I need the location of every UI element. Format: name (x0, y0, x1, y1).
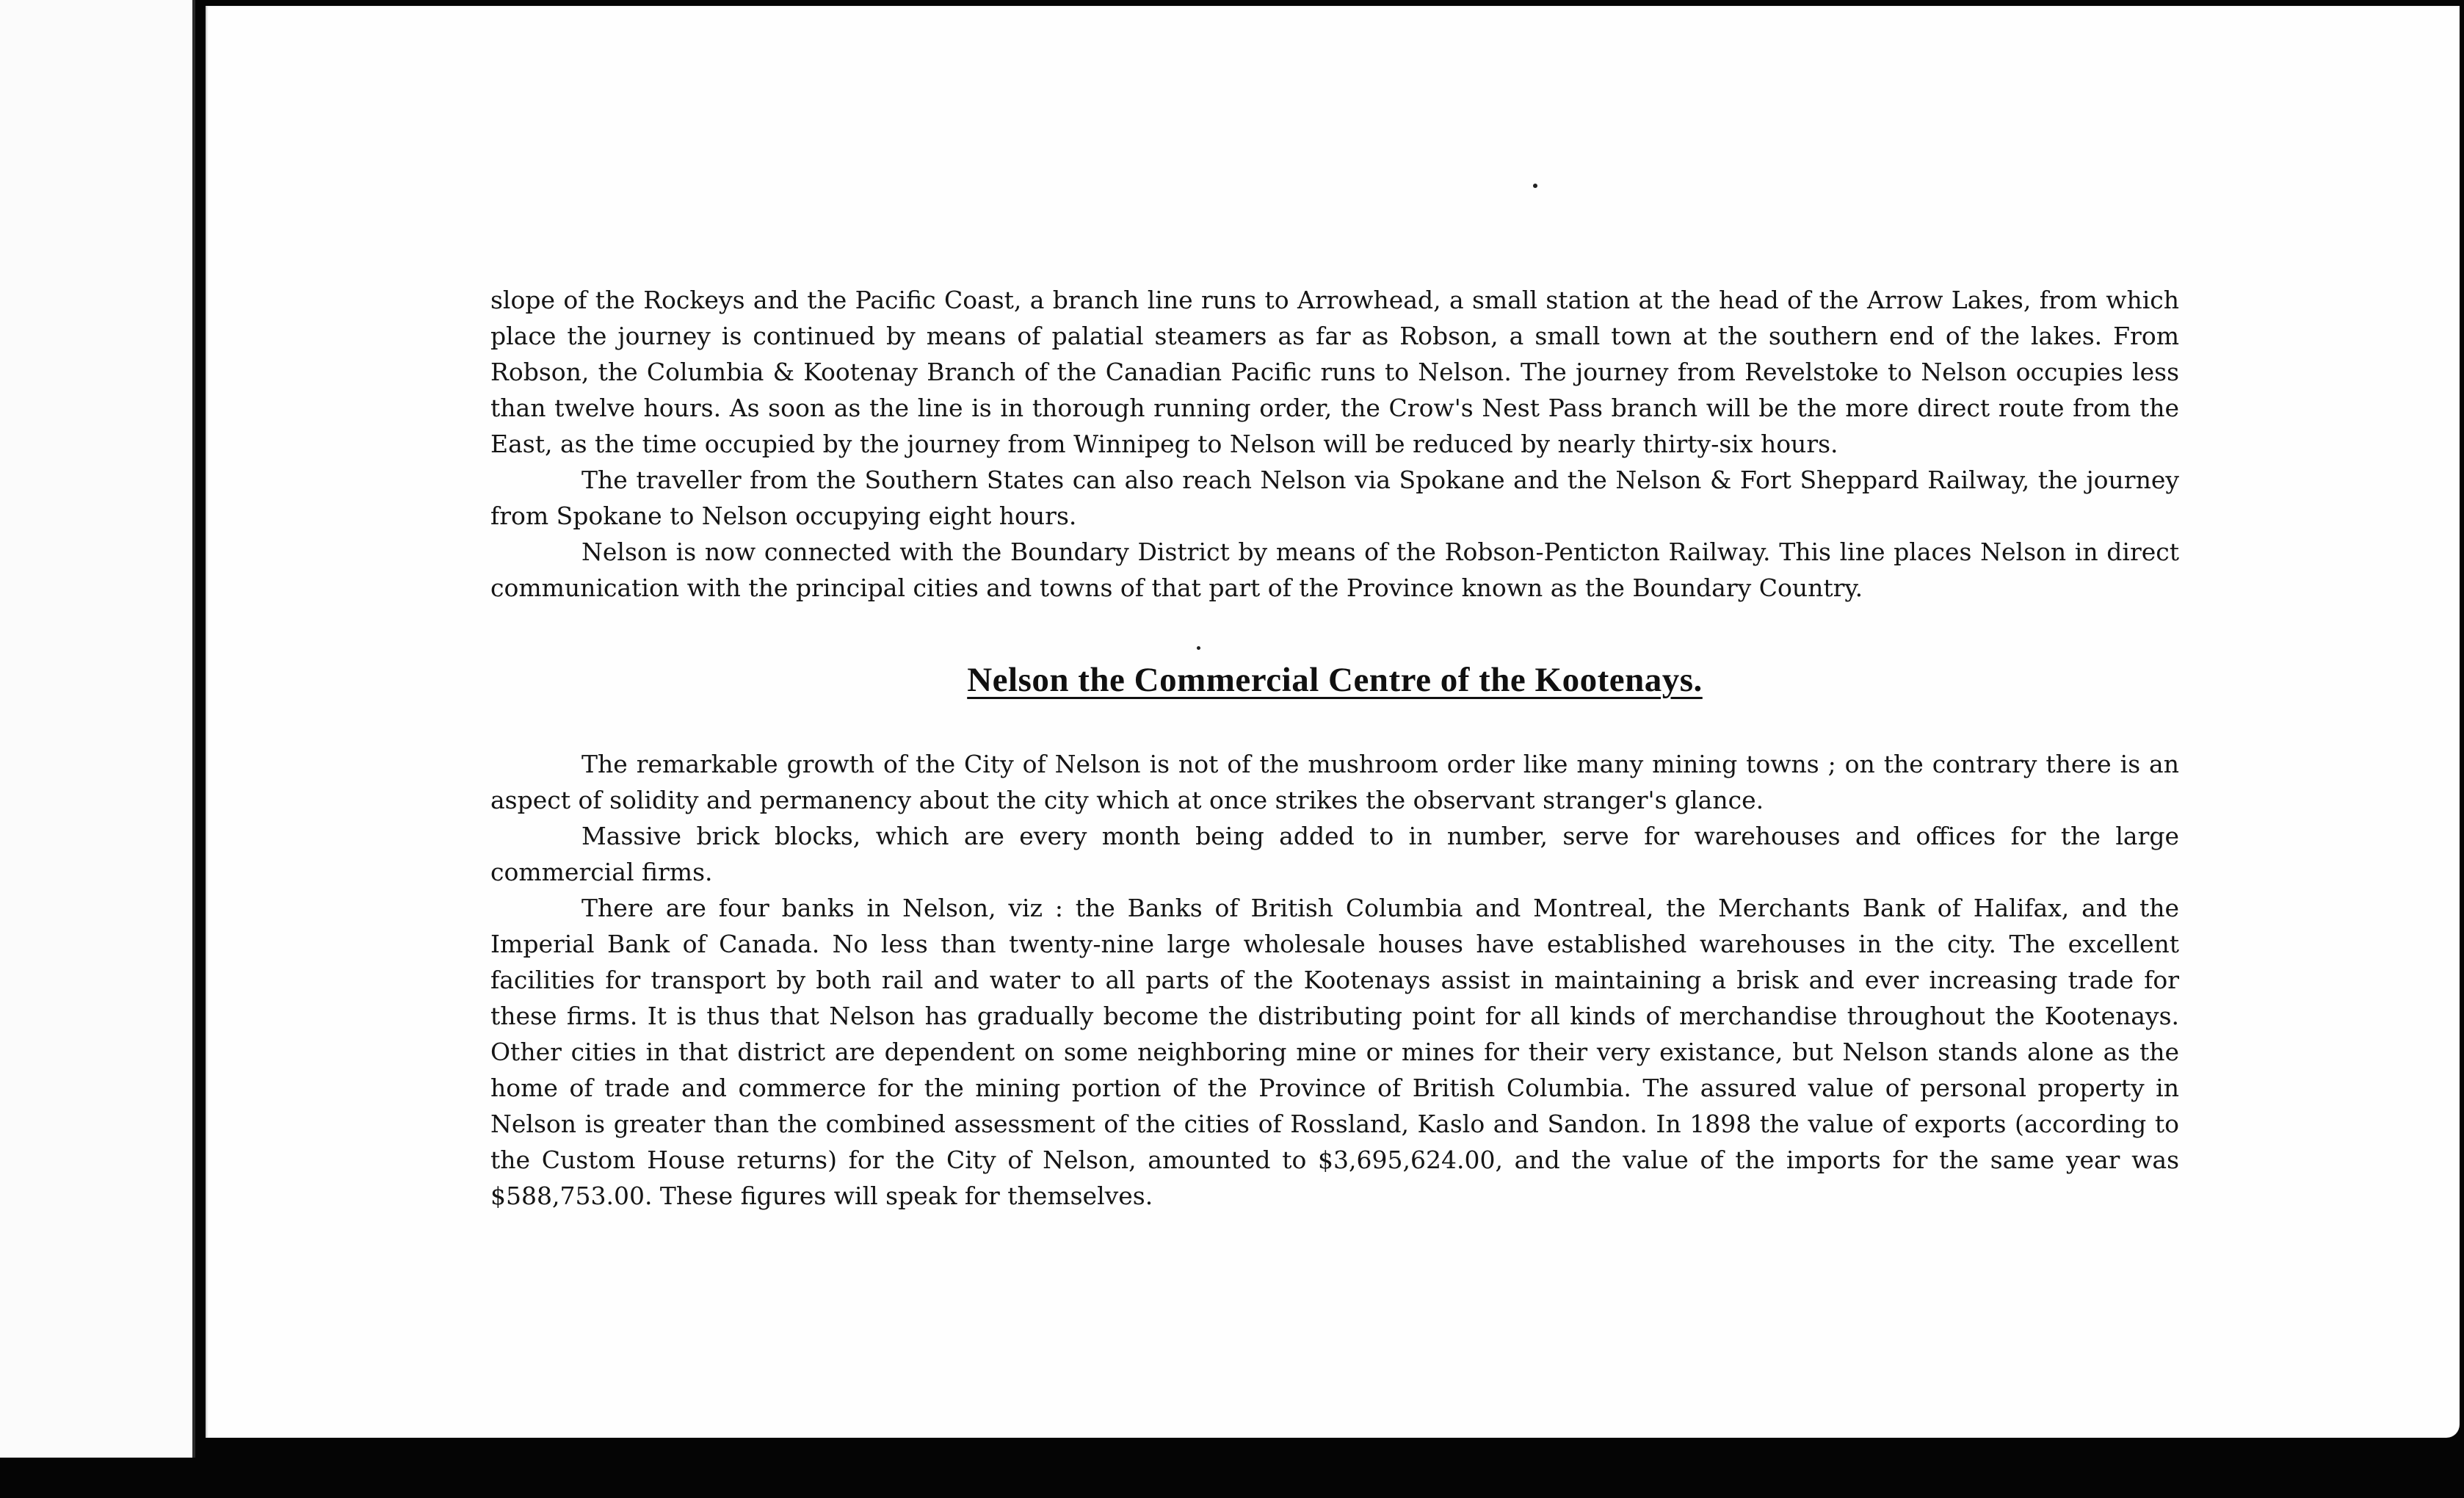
section-heading: Nelson the Commercial Centre of the Kootenays. (967, 661, 1703, 699)
intro-paragraph-3: Nelson is now connected with the Boundary District by means of the Robson-Penticton Railway. This line places Nelson in direct communication with the principal cities and towns of that part of the Province known as the Boundary Country. (490, 538, 2179, 602)
ink-speck (1197, 646, 1200, 650)
body-paragraph-2: Massive brick blocks, which are every month being added to in number, serve for warehouses and offices for the large commercial firms. (490, 822, 2179, 886)
intro-paragraph-1: slope of the Rockeys and the Pacific Coast, a branch line runs to Arrowhead, a small station at the head of the Arrow Lakes, from which place the journey is continued by means of palatial steamers as far as Robson, a small town at the southern end of the lakes. From Robson, the Columbia & Kootenay Branch of the Canadian Pacific runs to Nelson. The journey from Revelstoke to Nelson occupies less than twelve hours. As soon as the line is in thorough running order, the Crow's Nest Pass branch will be the more direct route from the East, as the time occupied by the journey from Winnipeg to Nelson will be reduced by nearly thirty-six hours. (490, 286, 2179, 458)
intro-paragraph-2: The traveller from the Southern States can also reach Nelson via Spokane and the Nelson & Fort Sheppard Railway, the journey from Spokane to Nelson occupying eight hours. (490, 466, 2179, 530)
body-paragraph-1: The remarkable growth of the City of Nelson is not of the mushroom order like many mining towns ; on the contrary there is an aspect of solidity and permanency about the city which at once strikes the observant stranger's glance. (490, 750, 2179, 814)
document-page (206, 6, 2460, 1438)
body-text (490, 746, 2179, 1214)
facing-page-edge (0, 0, 195, 1458)
intro-text (490, 282, 2179, 606)
ink-speck (1533, 184, 1537, 188)
section-heading-wrap (490, 658, 2179, 702)
body-paragraph-3: There are four banks in Nelson, viz : the Banks of British Columbia and Montreal, the Merchants Bank of Halifax, and the Imperial Bank of Canada. No less than twenty-nine large wholesale houses have established warehouses in the city. The excellent facilities for transport by both rail and water to all parts of the Kootenays assist in maintaining a brisk and ever increasing trade for these firms. It is thus that Nelson has gradually become the distributing point for all kinds of merchandise throughout the Kootenays. Other cities in that district are dependent on some neighboring mine or mines for their very existance, but Nelson stands alone as the home of trade and commerce for the mining portion of the Province of British Columbia. The assured value of personal property in Nelson is greater than the combined assessment of the cities of Rossland, Kaslo and Sandon. In 1898 the value of exports (according to the Custom House returns) for the City of Nelson, amounted to $3,695,624.00, and the value of the imports for the same year was $588,753.00. These figures will speak for themselves. (490, 894, 2179, 1210)
